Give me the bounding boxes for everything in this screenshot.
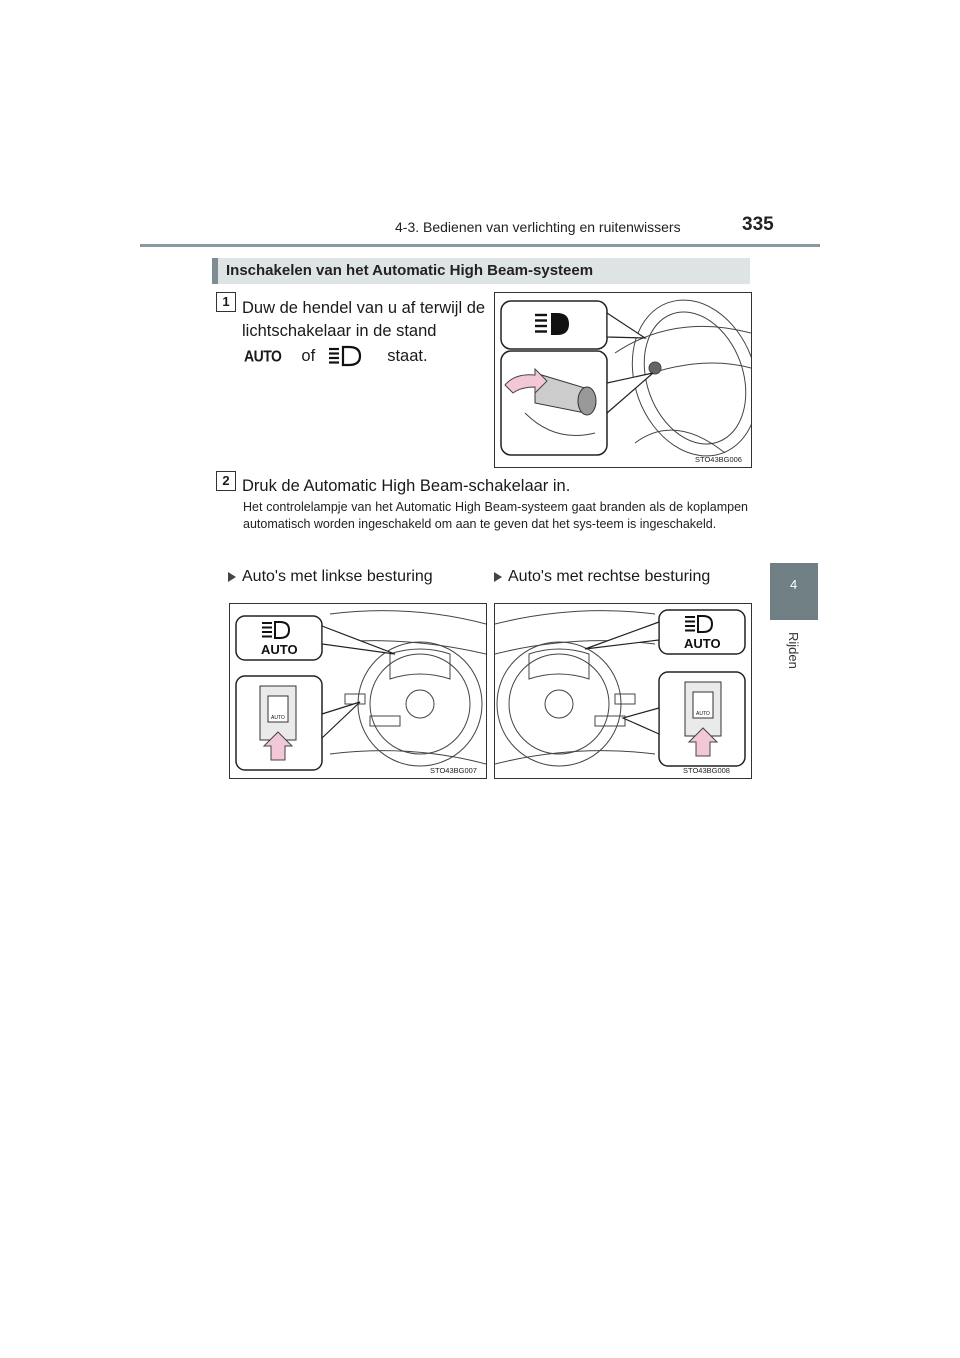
fig3-auto-text: AUTO [684, 636, 721, 651]
page-number: 335 [742, 214, 774, 235]
figure-2-code: STO43BG007 [430, 766, 477, 775]
figure-3-code: STO43BG008 [683, 766, 730, 775]
chapter-number: 4 [790, 577, 798, 592]
variant-lhd-label [228, 568, 433, 586]
fig2-button-auto-text: AUTO [271, 715, 285, 721]
section-title: Inschakelen van het Automatic High Beam-systeem [226, 262, 594, 279]
step-2-text: Druk de Automatic High Beam-schakelaar in. [242, 477, 571, 495]
step-number-1: 1 [216, 292, 236, 312]
figure-rhd-switch [494, 603, 752, 779]
figure-1-code: STO43BG006 [695, 455, 742, 464]
header-section-title: 4-3. Bedienen van verlichting en ruitenwissers [395, 219, 681, 235]
lhd-dashboard-illustration [230, 604, 486, 778]
figure-lhd-switch [229, 603, 487, 779]
lever-illustration [495, 293, 751, 467]
variant-rhd-text: Auto's met rechtse besturing [508, 568, 711, 585]
step-1-line-2: lichtschakelaar in de stand [242, 322, 437, 340]
rhd-dashboard-illustration [495, 604, 751, 778]
header-divider [140, 244, 820, 247]
step-1-connector: of [301, 346, 316, 365]
step-1-line-3 [244, 344, 428, 368]
bullet-triangle-icon [228, 572, 236, 582]
bullet-triangle-icon [494, 572, 502, 582]
section-banner [212, 258, 750, 284]
variant-lhd-text: Auto's met linkse besturing [242, 568, 433, 585]
headlight-on-icon [327, 345, 363, 367]
step-number-2: 2 [216, 471, 236, 491]
figure-lever-push [494, 292, 752, 468]
step-1-suffix: staat. [387, 346, 428, 365]
step-1-line-1: Duw de hendel van u af terwijl de [242, 299, 486, 317]
auto-symbol: AUTO [244, 347, 282, 365]
chapter-label: Rijden [786, 632, 801, 669]
variant-rhd-label [494, 568, 710, 586]
fig2-auto-text: AUTO [261, 642, 298, 657]
fig3-button-auto-text: AUTO [696, 711, 710, 717]
step-2-note: Het controlelampje van het Automatic High Beam-systeem gaat branden als de koplampen automatisch worden ingeschakeld om aan te geven dat het sys-teem is ingeschakeld. [243, 500, 748, 531]
section-banner-bar [212, 258, 218, 284]
